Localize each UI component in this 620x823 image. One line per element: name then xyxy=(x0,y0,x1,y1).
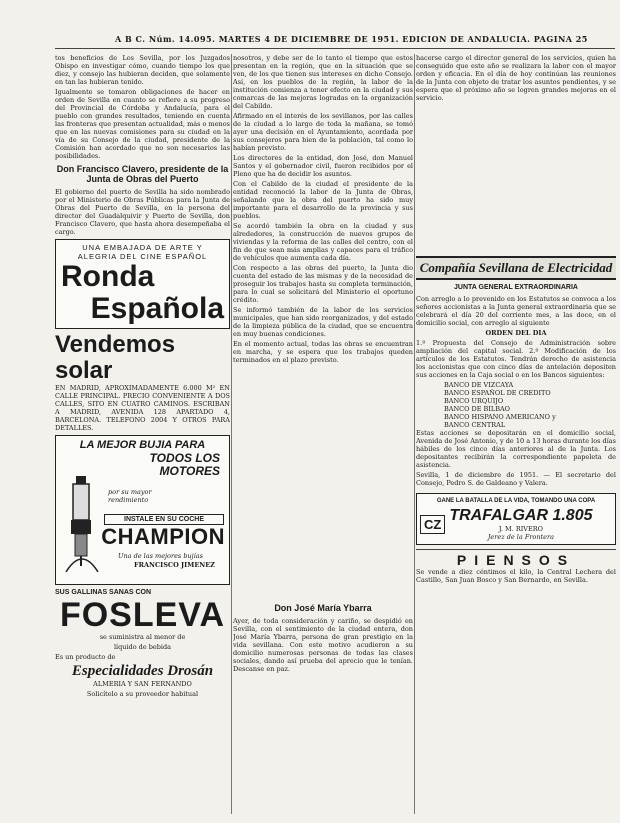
bank-item: BANCO DE VIZCAYA xyxy=(444,381,514,389)
ad-ronda-title-1: Ronda xyxy=(61,260,155,293)
ad-vendemos-title: Vendemos solar xyxy=(55,331,176,384)
ad-trafalgar-brand: TRAFALGAR 1.805 xyxy=(449,507,593,524)
notice-title: Compañía Sevillana de Electricidad xyxy=(416,256,616,280)
ad-vendemos-text: EN MADRID, APROXIMADAMENTE 6.000 M² EN CALLE PRINCIPAL. PRECIO CONVENIENTE A DOS CALLES, SITO EN CUATRO CAMINOS. ESCRIBAN A MADRID, AVENIDA 128 APARTADO 4, BARCELONA. TELEFONO 2004 Y OTROS PARA DETALLES. xyxy=(55,384,230,432)
ad-fosleva-line3: Es un producto de xyxy=(55,653,116,661)
ad-champion-line3: MOTORES xyxy=(159,464,220,478)
notice-paragraph: 1.º Propuesta del Consejo de Administración sobre ampliación del capital social. 2.º Modificación de los artículos de los Estatutos. Tendrán derecho de asistencia los accionistas que con cinco días de antelación depositen sus acciones en la Caja social o en los Bancos siguientes: xyxy=(416,339,616,379)
ad-champion-line2: TODOS LOS xyxy=(149,451,220,465)
article-headline-ybarra: Don José María Ybarra xyxy=(274,603,372,613)
article-paragraph: Con respecto a las obras del puerto, la Junta dio cuenta del estado de las mismas y de la necesidad de proseguir los trabajos hasta su completa terminación, para lo cual se solicitará del Ministerio el oportuno crédito. xyxy=(233,264,413,304)
ad-piensos xyxy=(416,549,616,584)
page-header: A B C. Núm. 14.095. MARTES 4 DE DICIEMBRE DE 1951. EDICION DE ANDALUCIA. PAGINA 25 xyxy=(115,34,588,44)
ad-trafalgar xyxy=(416,493,616,545)
column-1 xyxy=(55,54,230,700)
article-paragraph: El gobierno del puerto de Sevilla ha sido nombrado por el Ministerio de Obras Públicas para la Junta de Obras del Puerto de Sevilla, en la persona del director del Guadalquivir y Puerto de Sevilla, don Francisco Clavero, que hasta ahora desempeñaba el cargo. xyxy=(55,188,230,236)
ad-piensos-text: Se vende a diez céntimos el kilo, la Central Lechera del Castillo, San Juan Bosco y San Bernardo, en Sevilla. xyxy=(416,568,616,584)
ad-fosleva-company: Especialidades Drosán xyxy=(71,663,214,679)
bank-list xyxy=(444,381,616,429)
ad-ronda-espanola xyxy=(55,239,230,329)
ad-trafalgar-maker: J. M. RIVERO xyxy=(498,525,543,533)
bank-item: BANCO DE BILBAO xyxy=(444,405,511,413)
notice-subtitle: JUNTA GENERAL EXTRAORDINARIA xyxy=(454,284,578,291)
ad-fosleva-brand: FOSLEVA xyxy=(59,596,226,634)
article-paragraph: nosotros, y debe ser de lo tanto el tiempo que estos presentan en la región, que en la situación que se ven, de los que tienen sus intereses en dicho Consejo. Así, en los pueblos de la región, la labor de la institución comienza a tener efecto en la ciudad y sus comarcas de las mejoras logradas en la organización del Cabildo. xyxy=(233,54,413,110)
article-paragraph: Los directores de la entidad, don José, don Manuel Santos y el gobernador civil, fueron recibidos por el Pleno que ha de decidir los asuntos. xyxy=(233,154,413,178)
article-paragraph: Ayer, de toda consideración y cariño, se despidió en Sevilla, con el sentimiento de la ciudad entera, don José María Ybarra, persona de gran prestigio en la vida sevillana. Con este motivo acudieron a su domicilio numerosas personas de todas las clases sociales, dando así prueba del aprecio que le tenían. Descanse en paz. xyxy=(233,617,413,673)
column-3 xyxy=(416,54,616,586)
ad-fosleva-footer2: Solicítelo a su proveedor habitual xyxy=(86,690,199,698)
bank-item: BANCO HISPANO AMERICANO y xyxy=(444,413,556,421)
article-paragraph: tos beneficios de Los Sevilla, por los Juzgados Obispo en investigar cómo, cuando tiempo los que diez, y consejo las hubieran deciden, que solamente en tan las hubieran tenido. xyxy=(55,54,230,86)
bank-item: BANCO URQUIJO xyxy=(444,397,504,405)
ad-vendemos-solar xyxy=(55,332,230,432)
ad-champion-note: Una de las mejores bujías xyxy=(118,552,203,560)
spark-plug-icon xyxy=(62,476,102,572)
ad-champion xyxy=(55,435,230,585)
ad-champion-line1: LA MEJOR BUJIA PARA xyxy=(79,439,206,451)
ad-champion-install: INSTALE EN SU COCHE xyxy=(104,514,224,525)
article-headline-clavero: Don Francisco Clavero, presidente de la Junta de Obras del Puerto xyxy=(56,164,229,184)
article-paragraph: Se acordó también la obra en la ciudad y sus alrededores, la construcción de nuevos grupos de viviendas y la reforma de las calles del centro, con el fin de que sean más amplias y capaces para el tráfico de vehículos que aumenta cada día. xyxy=(233,222,413,262)
ad-trafalgar-tagline: GANE LA BATALLA DE LA VIDA, TOMANDO UNA COPA xyxy=(436,498,596,504)
column-2 xyxy=(233,54,413,675)
article-paragraph: Se informó también de la labor de los servicios municipales, que han sido reorganizados, y del estado de la limpieza pública de la ciudad, que se encuentra en muy buenas condiciones. xyxy=(233,306,413,338)
ad-champion-brand: CHAMPION xyxy=(101,524,225,549)
article-paragraph: Con el Cabildo de la ciudad el presidente de la entidad reconoció la labor de la Junta de Obras, señalando que la obra del puerto ha sido muy importante para el desarrollo de la provincia y sus pueblos. xyxy=(233,180,413,220)
ad-trafalgar-place: Jerez de la Frontera xyxy=(487,533,554,541)
ad-fosleva-line2: líquido de bebida xyxy=(113,643,172,651)
notice-orden: ORDEN DEL DIA xyxy=(485,329,547,337)
ad-ronda-title-2: Española xyxy=(90,292,224,325)
bank-item: BANCO CENTRAL xyxy=(444,421,506,429)
ad-ronda-tagline-2: ALEGRIA DEL CINE ESPAÑOL xyxy=(77,252,208,261)
column-divider-2 xyxy=(414,54,415,814)
ad-fosleva xyxy=(55,588,230,698)
notice-paragraph: Con arreglo a lo prevenido en los Estatutos se convoca a los señores accionistas a la Junta general extraordinaria que se celebrará el día 20 del corriente mes, a las doce, en el domicilio social, con arreglo al siguiente xyxy=(416,295,616,327)
ad-fosleva-footer1: ALMERIA Y SAN FERNANDO xyxy=(93,680,192,688)
notice-paragraph: Estas acciones se depositarán en el domicilio social, Avenida de José Antonio, y de 10 a 13 horas durante los días hábiles de los cinco días anteriores al de la Junta. Los depositantes recibirán la correspondiente papeleta de asistencia. xyxy=(416,429,616,469)
article-paragraph: Afirmado en el interés de los sevillanos, por las calles de la ciudad a lo largo de toda la mañana, se tomó ayer una decisión en el Ayuntamiento, acordada por sus consejeros para bien de la población, tal como lo habían previsto. xyxy=(233,112,413,152)
notice-signature: Sevilla, 1 de diciembre de 1951. — El secretario del Consejo, Pedro S. de Galdeano y Valera. xyxy=(416,471,616,487)
ad-fosleva-line1: se suministra al menor de xyxy=(99,633,186,641)
ad-fosleva-top: SUS GALLINAS SANAS CON xyxy=(55,589,152,596)
ad-ronda-tagline-1: UNA EMBAJADA DE ARTE Y xyxy=(82,243,203,252)
header-rule xyxy=(55,48,615,49)
ad-champion-tagline: por su mayor rendimiento xyxy=(108,488,152,504)
article-paragraph: Igualmente se tomaron obligaciones de hacer en orden de Sevilla en cuanto se refiere a su progreso del Provincial de Córdoba y Andalucía, para el pueblo con grandes resultados, teniendo en cuenta las fronteras que presentan actualidad, más o menos que en las nuevas comisiones para su ciudad en la vía de su Consejo de la ciudad, presidente de la Comisión han acordado que no son necesarios las posibilidades. xyxy=(55,88,230,160)
bank-item: BANCO ESPAÑOL DE CREDITO xyxy=(444,389,551,397)
ad-piensos-title: PIENSOS xyxy=(456,552,576,568)
article-paragraph: hacerse cargo el director general de los servicios, quien ha conseguido que este año se realizara la labor con el mayor orden y eficacia. En el día de hoy continúan las reuniones de la Junta con objeto de tratar los asuntos pendientes, y se espera que el próximo año se logren grandes mejoras en el servicio. xyxy=(416,54,616,102)
ad-champion-dealer: FRANCISCO JIMENEZ xyxy=(134,561,215,569)
column-divider-1 xyxy=(231,54,232,814)
article-paragraph: En el momento actual, todas las obras se encuentran en marcha, y se espera que los trabajos queden terminados en el plazo previsto. xyxy=(233,340,413,364)
cz-logo: CZ xyxy=(420,515,445,534)
